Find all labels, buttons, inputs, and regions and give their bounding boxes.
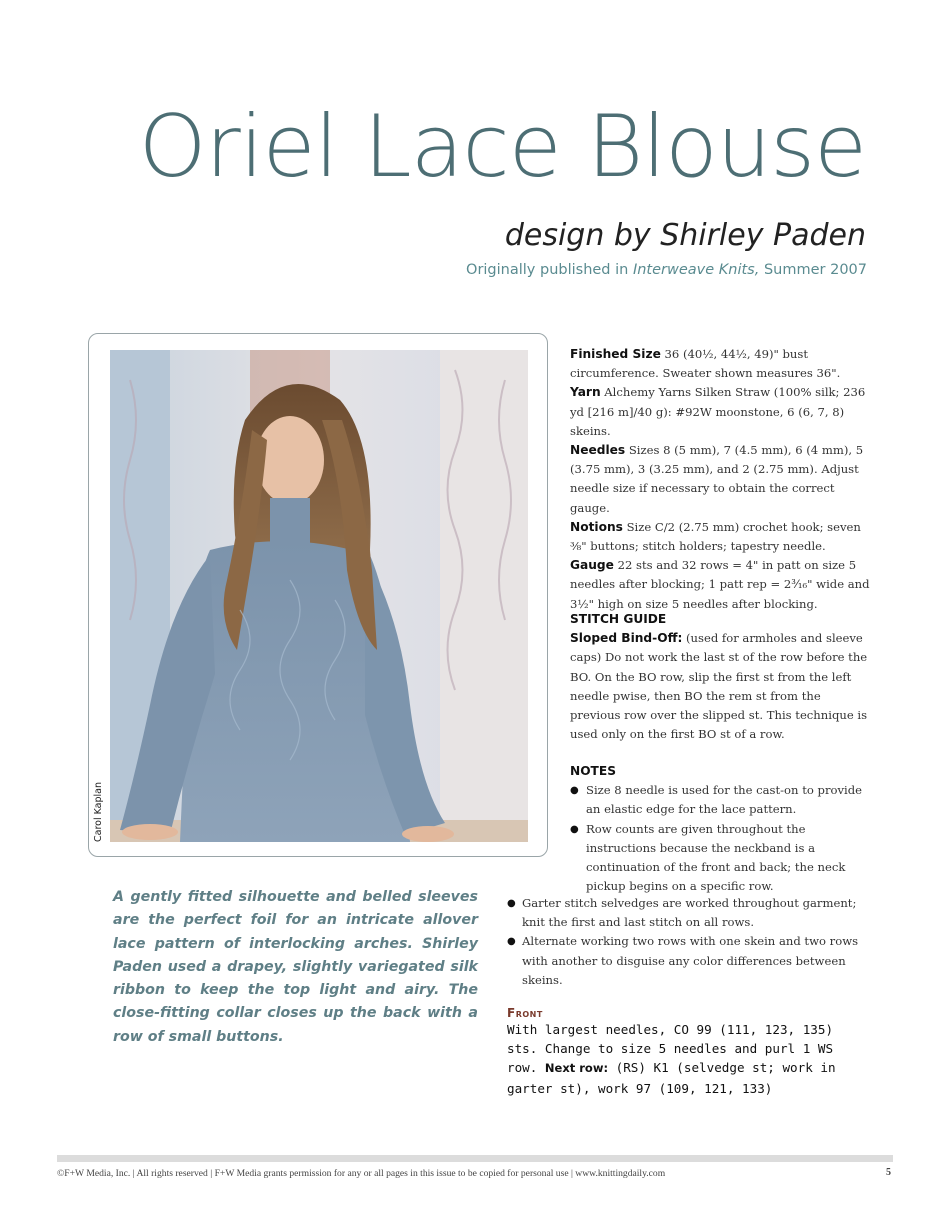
designer-byline: design by Shirley Paden (504, 218, 866, 253)
sloped-label: Sloped Bind-Off: (570, 631, 683, 646)
footer-bar (57, 1155, 893, 1162)
published-suffix: Summer 2007 (759, 262, 867, 278)
spec-text: Sizes 8 (5 mm), 7 (4.5 mm), 6 (4 mm), 5 (3.75 mm), 3 (3.25 mm), and 2 (2.75 mm). Adjust needle size if necessary to obtain the correct gauge. (570, 443, 864, 515)
list-item: ● Alternate working two rows with one skein and two rows with another to disguise any color differences between skeins. (507, 932, 872, 990)
specifications (570, 345, 875, 614)
spec-gauge (570, 556, 875, 614)
stitch-guide-heading: STITCH GUIDE (570, 612, 667, 626)
model-photo (110, 350, 528, 842)
spec-needles (570, 441, 875, 518)
notes-list (570, 781, 872, 896)
notes-section (570, 762, 872, 896)
next-row-label: Next row: (544, 1061, 609, 1076)
magazine-name: Interweave Knits, (632, 262, 760, 278)
list-item: ● Garter stitch selvedges are worked throughout garment; knit the first and last stitch on all rows. (507, 894, 872, 932)
spec-label: Finished Size (570, 347, 661, 361)
spec-label: Needles (570, 443, 626, 458)
notes-list (507, 894, 872, 990)
spec-yarn (570, 383, 875, 441)
spec-text: 36 (40½, 44½, 49)" bust circumference. Sweater shown measures 36". (570, 347, 841, 381)
sloped-text: (used for armholes and sleeve caps) Do not work the last st of the row before the BO. On the BO row, slip the first st from the left needle pwise, then BO the rem st from the previous row over the slipped st. This technique is used only on the first BO st of a row. (570, 631, 868, 742)
notes-section-continued (507, 894, 872, 990)
spec-label: Gauge (570, 558, 614, 573)
published-prefix: Originally published in (466, 262, 633, 278)
list-item: ● Size 8 needle is used for the cast-on to provide an elastic edge for the lace pattern. (570, 781, 872, 819)
front-text: (RS) K1 (selvedge st; work in garter st), work 97 (109, 121, 133) (507, 1060, 836, 1096)
stitch-guide (570, 610, 873, 744)
front-section (507, 1006, 869, 1098)
photo-credit: Carol Kaplan (93, 781, 104, 842)
front-text: With largest needles, CO 99 (111, 123, 135) sts. Change to size 5 needles and purl 1 WS row. (507, 1022, 834, 1076)
front-instructions (507, 1020, 869, 1098)
sloped-bind-off (570, 629, 873, 744)
spec-label: Notions (570, 519, 623, 534)
notes-heading: NOTES (570, 764, 616, 778)
photo-illustration (110, 350, 528, 842)
footer-copyright: ©F+W Media, Inc. | All rights reserved | F+W Media grants permission for any or all pages in this issue to be copied for personal use | www.knittingdaily.com (57, 1168, 666, 1179)
spec-finished-size (570, 345, 875, 383)
list-item: ● Row counts are given throughout the instructions because the neckband is a continuation of the front and back; the neck pickup begins on a specific row. (570, 820, 872, 897)
photo-frame (88, 333, 548, 857)
publication-note (466, 262, 867, 278)
spec-notions (570, 518, 875, 556)
front-heading: Front (507, 1006, 543, 1020)
spec-text: 22 sts and 32 rows = 4" in patt on size 5 needles after blocking; 1 patt rep = 2³⁄₁₆" wide and 3½" high on size 5 needles after blocking. (570, 558, 870, 611)
spec-text: Size C/2 (2.75 mm) crochet hook; seven ⅜" buttons; stitch holders; tapestry needle. (570, 519, 861, 554)
page-number: 5 (886, 1167, 891, 1178)
spec-label: Yarn (570, 385, 601, 400)
intro-paragraph: A gently fitted silhouette and belled sleeves are the perfect foil for an intricate allover lace pattern of interlocking arches. Shirley Paden used a drapey, slightly variegated silk ribbon to keep the top light and airy. The close-fitting collar closes up the back with a row of small buttons. (113, 889, 478, 1045)
spec-text: Alchemy Yarns Silken Straw (100% silk; 236 yd [216 m]/40 g): #92W moonstone, 6 (6, 7, 8) skeins. (570, 385, 866, 438)
page-title: Oriel Lace Blouse (138, 97, 866, 197)
